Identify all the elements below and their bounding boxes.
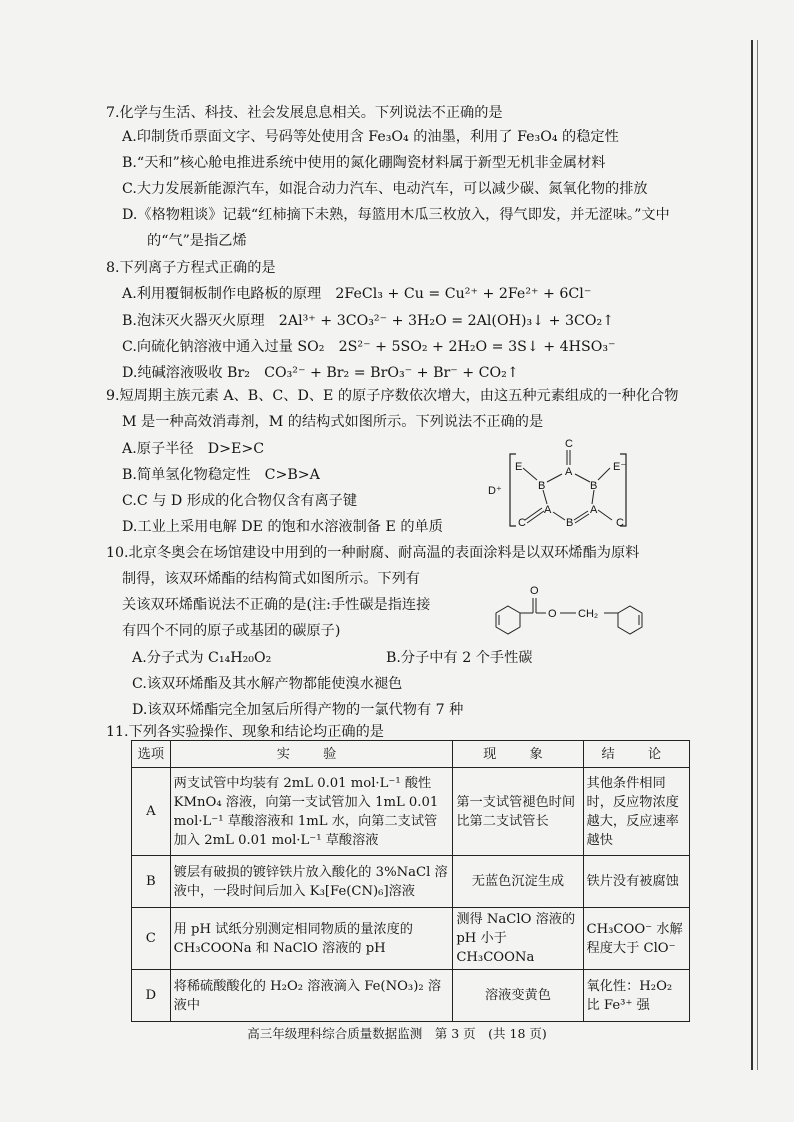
row-c-conclusion: CH₃COO⁻ 水解程度大于 ClO⁻ — [583, 908, 689, 970]
q9-option-d: D.工业上采用电解 DE 的饱和水溶液制备 E 的单质 — [122, 519, 443, 535]
structure-m-e-left: E — [515, 461, 523, 473]
row-d-conclusion: 氧化性：H₂O₂ 比 Fe³⁺ 强 — [583, 970, 689, 1022]
row-a-phenomenon: 第一支试管褪色时间比第二支试管长 — [453, 768, 583, 856]
row-b-experiment: 镀层有破损的镀锌铁片放入酸化的 3%NaCl 溶液中，一段时间后加入 K₃[Fe(CN)₆]溶液 — [170, 856, 453, 908]
q10-option-c: C.该双环烯酯及其水解产物都能使溴水褪色 — [132, 676, 403, 692]
table-row — [132, 908, 690, 970]
header-conclusion: 结 论 — [583, 741, 689, 768]
row-c-experiment: 用 pH 试纸分别测定相同物质的量浓度的 CH₃COONa 和 NaClO 溶液的 pH — [170, 908, 453, 970]
binding-rule — [751, 40, 753, 1070]
table-row — [132, 970, 690, 1022]
structure-m-c-right: C — [616, 517, 624, 529]
header-experiment: 实 验 — [170, 741, 453, 768]
page-footer: 高三年级理科综合质量数据监测 第 3 页 (共 18 页) — [247, 1026, 547, 1041]
row-c-phenomenon: 测得 NaClO 溶液的 pH 小于 CH₃COONa — [453, 908, 583, 970]
q10-option-a: A.分子式为 C₁₄H₂₀O₂ — [132, 650, 272, 666]
row-d-option: D — [132, 970, 171, 1022]
q10-stem-cont-3: 有四个不同的原子或基团的碳原子) — [122, 623, 341, 639]
q7-option-a: A.印制货币票面文字、号码等处使用含 Fe₃O₄ 的油墨，利用了 Fe₃O₄ 的稳定性 — [122, 129, 619, 145]
row-c-option: C — [132, 908, 171, 970]
q8-option-c: C.向硫化钠溶液中通入过量 SO₂ 2S²⁻ + 5SO₂ + 2H₂O = 3S↓ + 4HSO₃⁻ — [122, 339, 616, 355]
q7-option-b: B.“天和”核心舱电推进系统中使用的氮化硼陶瓷材料属于新型无机非金属材料 — [122, 155, 606, 171]
q10-stem: 10.北京冬奥会在场馆建设中用到的一种耐腐、耐高温的表面涂料是以双环烯酯为原料 — [106, 545, 640, 561]
table-header-row — [132, 741, 690, 768]
structure-m-c-top: C — [565, 438, 573, 450]
row-b-conclusion: 铁片没有被腐蚀 — [583, 856, 689, 908]
binding-rule-thin — [757, 40, 758, 1070]
structure-m-a-right: A — [590, 504, 598, 516]
q9-option-c: C.C 与 D 形成的化合物仅含有离子键 — [122, 493, 358, 509]
structure-ester — [486, 580, 696, 640]
q9-stem-cont: M 是一种高效消毒剂，M 的结构式如图所示。下列说法不正确的是 — [122, 414, 544, 430]
table-row — [132, 768, 690, 856]
q10-stem-cont-1: 制得，该双环烯酯的结构简式如图所示。下列有 — [122, 571, 420, 587]
structure-m-d-plus: D⁺ — [488, 485, 502, 497]
q11-stem: 11.下列各实验操作、现象和结论均正确的是 — [106, 724, 384, 740]
structure-m-a-top: A — [565, 466, 573, 478]
row-b-option: B — [132, 856, 171, 908]
q8-option-b: B.泡沫灭火器灭火原理 2Al³⁺ + 3CO₃²⁻ + 3H₂O = 2Al(OH)₃↓ + 3CO₂↑ — [122, 313, 615, 329]
q10-option-b: B.分子中有 2 个手性碳 — [386, 650, 533, 666]
q9-option-a: A.原子半径 D>E>C — [122, 441, 265, 457]
q10-stem-cont-2: 关该双环烯酯说法不正确的是(注:手性碳是指连接 — [122, 597, 431, 613]
row-a-experiment: 两支试管中均装有 2mL 0.01 mol·L⁻¹ 酸性 KMnO₄ 溶液，向第一支试管加入 1mL 0.01 mol·L⁻¹ 草酸溶液和 1mL 水，向第二支试管加入 2mL 0.01 mol·L⁻¹ 草酸溶液 — [170, 768, 453, 856]
structure-m-e-minus: E⁻ — [613, 461, 627, 473]
q7-option-c: C.大力发展新能源汽车，如混合动力汽车、电动汽车，可以减少碳、氮氧化物的排放 — [122, 181, 648, 197]
table-row — [132, 856, 690, 908]
header-option: 选项 — [132, 741, 171, 768]
q7-option-d-cont: 的“气”是指乙烯 — [147, 233, 247, 249]
q9-stem: 9.短周期主族元素 A、B、C、D、E 的原子序数依次增大，由这五种元素组成的一种化合物 — [106, 388, 679, 404]
q8-stem: 8.下列离子方程式正确的是 — [106, 260, 276, 276]
q8-option-d: D.纯碱溶液吸收 Br₂ CO₃²⁻ + Br₂ = BrO₃⁻ + Br⁻ + CO₂↑ — [122, 365, 519, 381]
row-b-phenomenon: 无蓝色沉淀生成 — [453, 856, 583, 908]
structure-m-c-left: C — [518, 517, 526, 529]
q7-stem: 7.化学与生活、科技、社会发展息息相关。下列说法不正确的是 — [106, 105, 503, 121]
row-a-option: A — [132, 768, 171, 856]
q10-option-d: D.该双环烯酯完全加氢后所得产物的一氯代物有 7 种 — [132, 702, 464, 718]
structure-m-b-left: B — [538, 480, 546, 492]
structure-ester-ch2: CH₂ — [578, 608, 599, 620]
structure-ester-o-carbonyl: O — [530, 585, 539, 597]
q8-option-a: A.利用覆铜板制作电路板的原理 2FeCl₃ + Cu = Cu²⁺ + 2Fe²⁺ + 6Cl⁻ — [122, 286, 592, 302]
experiment-table — [131, 740, 690, 1022]
structure-m-b-bottom: B — [566, 517, 574, 529]
row-d-phenomenon: 溶液变黄色 — [453, 970, 583, 1022]
structure-ester-o-ether: O — [548, 608, 557, 620]
row-d-experiment: 将稀硫酸酸化的 H₂O₂ 溶液滴入 Fe(NO₃)₂ 溶液中 — [170, 970, 453, 1022]
q9-option-b: B.简单氢化物稳定性 C>B>A — [122, 467, 320, 483]
row-a-conclusion: 其他条件相同时，反应物浓度越大，反应速率越快 — [583, 768, 689, 856]
header-phenomenon: 现 象 — [453, 741, 583, 768]
structure-m-b-right: B — [590, 480, 598, 492]
structure-m — [480, 432, 650, 536]
structure-m-a-left: A — [544, 504, 552, 516]
q7-option-d: D.《格物粗谈》记载“红柿摘下未熟，每篮用木瓜三枚放入，得气即发，并无涩味。”文中 — [122, 207, 670, 223]
